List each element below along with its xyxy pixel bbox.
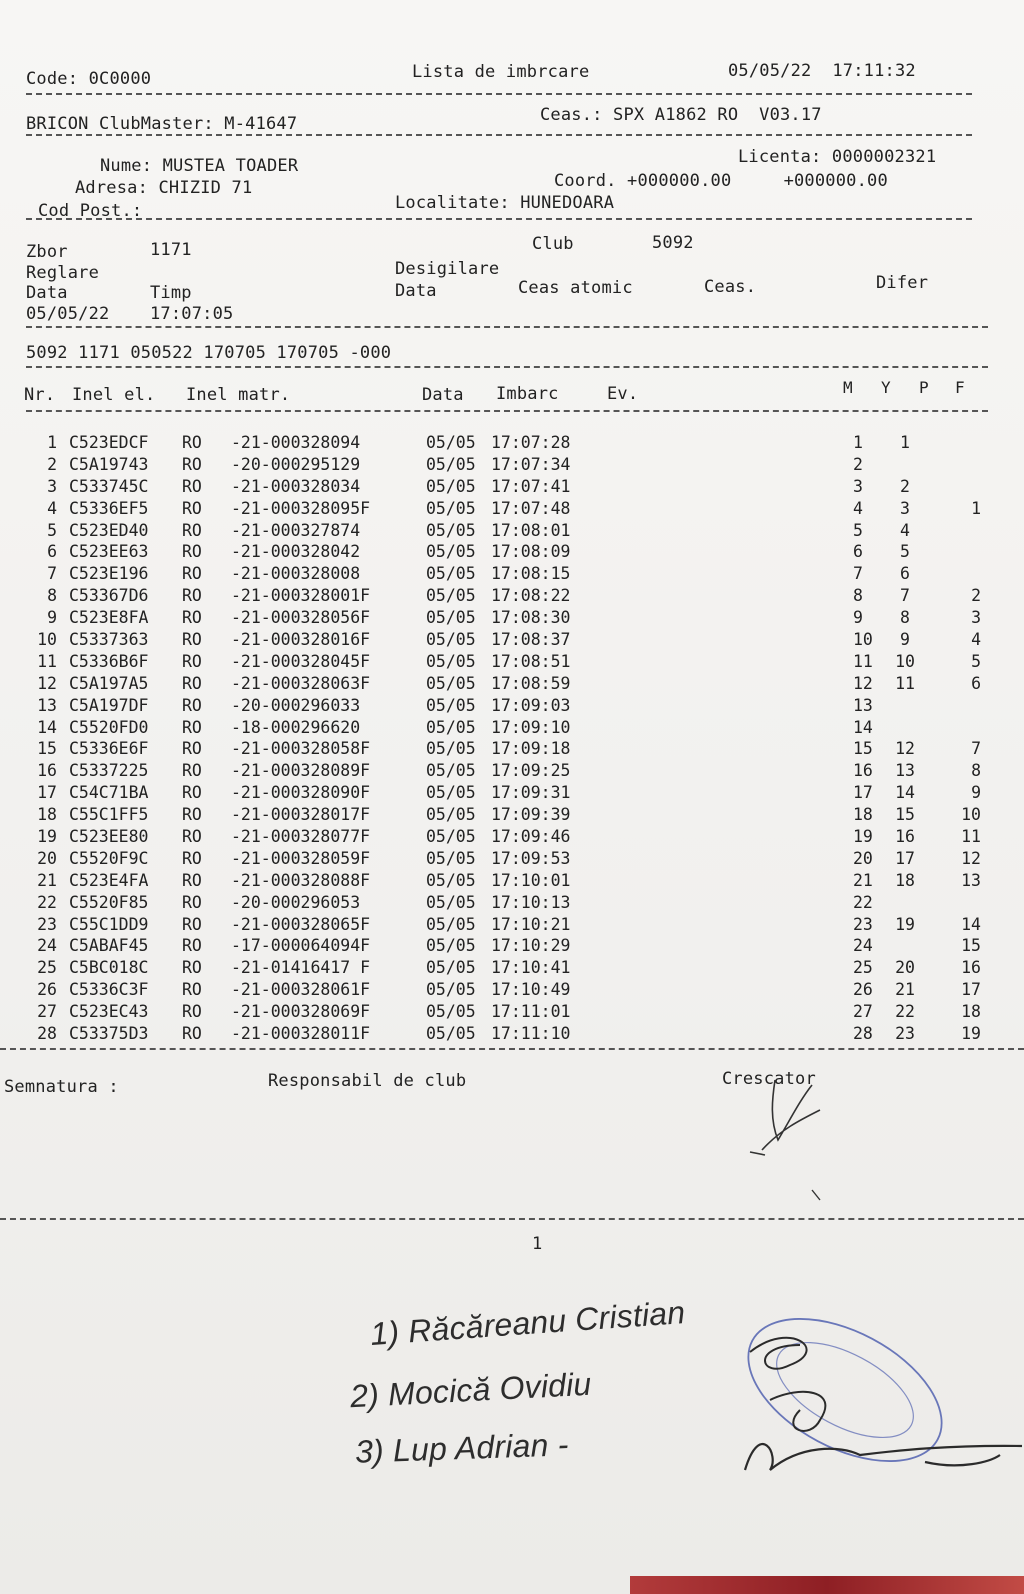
arrival-time: 17:07:48	[491, 498, 571, 518]
ring-country: RO	[182, 936, 202, 956]
desigilare-label: Desigilare	[395, 259, 500, 279]
ring-country: RO	[182, 564, 202, 584]
ring-registration: -21-000328094	[231, 433, 361, 452]
electronic-ring: C54C71BA	[69, 783, 149, 803]
rank-f: 14	[961, 914, 981, 934]
rank-y: 2	[900, 476, 910, 496]
arrival-time: 17:10:49	[491, 980, 571, 1000]
rank-m: 18	[853, 805, 873, 825]
clock-label: Ceas.	[704, 277, 757, 297]
electronic-ring: C523EDCF	[69, 433, 149, 452]
rank-m: 19	[853, 827, 873, 847]
clubmaster-id: BRICON ClubMaster: M-41647	[26, 114, 298, 134]
row-number: 8	[47, 586, 57, 606]
atomic-clock-label: Ceas atomic	[518, 278, 633, 298]
red-object-edge	[630, 1576, 1024, 1594]
rank-y: 4	[900, 520, 910, 540]
row-number: 19	[37, 827, 57, 847]
rank-y: 7	[900, 586, 910, 606]
arrival-time: 17:08:22	[491, 586, 571, 606]
arrival-date: 05/05	[426, 870, 476, 890]
arrival-date: 05/05	[426, 673, 476, 693]
arrival-time: 17:09:25	[491, 761, 571, 781]
ring-country: RO	[182, 520, 202, 540]
col-imbarc: Imbarc	[496, 384, 559, 404]
ring-country: RO	[182, 630, 202, 650]
ring-registration: -21-000328061F	[231, 980, 371, 1000]
row-number: 14	[37, 717, 57, 737]
ring-registration: -20-000296053	[231, 892, 361, 912]
row-number: 12	[37, 673, 57, 693]
electronic-ring: C5520FD0	[69, 717, 149, 737]
electronic-ring: C55C1DD9	[69, 914, 149, 934]
rank-f: 12	[961, 848, 981, 868]
locality: Localitate: HUNEDOARA	[395, 193, 615, 213]
ring-registration: -21-000327874	[231, 520, 361, 540]
rank-m: 9	[853, 608, 863, 628]
ring-registration: -21-000328063F	[231, 673, 371, 693]
difference-label: Difer	[876, 273, 929, 293]
arrival-date: 05/05	[426, 630, 476, 650]
arrival-date: 05/05	[426, 848, 476, 868]
rank-y: 5	[900, 542, 910, 562]
code-label: Code: 0C0000	[26, 69, 152, 89]
row-number: 25	[37, 958, 57, 978]
arrival-time: 17:10:01	[491, 870, 571, 890]
row-number: 9	[47, 608, 57, 628]
row-number: 21	[37, 870, 57, 890]
rank-y: 9	[900, 630, 910, 650]
arrival-date: 05/05	[426, 805, 476, 825]
ring-country: RO	[182, 454, 202, 474]
ring-registration: -21-000328058F	[231, 739, 371, 759]
rank-m: 7	[853, 564, 863, 584]
rank-f: 7	[971, 739, 981, 759]
ring-country: RO	[182, 870, 202, 890]
ring-country: RO	[182, 673, 202, 693]
ring-country: RO	[182, 695, 202, 715]
ring-country: RO	[182, 476, 202, 496]
breeder-label: Crescator	[722, 1069, 816, 1089]
electronic-ring: C5520F85	[69, 892, 149, 912]
rank-m: 3	[853, 476, 863, 496]
electronic-ring: C5337225	[69, 761, 149, 781]
rank-y: 8	[900, 608, 910, 628]
arrival-time: 17:10:29	[491, 936, 571, 956]
electronic-ring: C533745C	[69, 476, 149, 496]
rank-f: 17	[961, 980, 981, 1000]
owner-name: Nume: MUSTEA TOADER	[100, 156, 299, 176]
rank-m: 11	[853, 651, 873, 671]
rank-f: 15	[961, 936, 981, 956]
electronic-ring: C523E196	[69, 564, 149, 584]
row-number: 5	[47, 520, 57, 540]
rank-m: 28	[853, 1024, 873, 1044]
rank-f: 16	[961, 958, 981, 978]
signature-1	[750, 1338, 807, 1369]
arrival-date: 05/05	[426, 564, 476, 584]
ring-registration: -21-000328017F	[231, 805, 371, 825]
reglare-label: Reglare	[26, 263, 100, 283]
rank-y: 19	[895, 914, 915, 934]
ring-country: RO	[182, 608, 202, 628]
ring-country: RO	[182, 914, 202, 934]
ring-country: RO	[182, 1024, 202, 1044]
arrival-date: 05/05	[426, 958, 476, 978]
arrival-date: 05/05	[426, 695, 476, 715]
ring-country: RO	[182, 739, 202, 759]
rank-m: 4	[853, 498, 863, 518]
rank-y: 15	[895, 805, 915, 825]
rank-y: 22	[895, 1002, 915, 1022]
clock-id: Ceas.: SPX A1862 RO V03.17	[540, 105, 822, 125]
arrival-time: 17:11:10	[491, 1024, 571, 1044]
postal-code: Cod Post.:	[38, 201, 143, 221]
ring-country: RO	[182, 761, 202, 781]
rank-m: 10	[853, 630, 873, 650]
arrival-date: 05/05	[426, 1002, 476, 1022]
rank-y: 10	[895, 651, 915, 671]
rank-m: 15	[853, 739, 873, 759]
ring-country: RO	[182, 498, 202, 518]
arrival-date: 05/05	[426, 980, 476, 1000]
club-number: 5092	[652, 233, 694, 253]
rank-f: 10	[961, 805, 981, 825]
rank-f: 8	[971, 761, 981, 781]
rank-y: 11	[895, 673, 915, 693]
ring-country: RO	[182, 586, 202, 606]
row-number: 27	[37, 1002, 57, 1022]
electronic-ring: C523E4FA	[69, 870, 149, 890]
ring-registration: -21-000328089F	[231, 761, 371, 781]
arrival-date: 05/05	[426, 454, 476, 474]
rank-m: 20	[853, 848, 873, 868]
rank-f: 11	[961, 827, 981, 847]
arrival-time: 17:07:41	[491, 476, 571, 496]
ring-country: RO	[182, 980, 202, 1000]
ring-registration: -21-000328045F	[231, 651, 371, 671]
ring-country: RO	[182, 805, 202, 825]
signature-2	[770, 1392, 825, 1431]
ring-registration: -21-000328077F	[231, 827, 371, 847]
row-number: 11	[37, 651, 57, 671]
rank-f: 13	[961, 870, 981, 890]
arrival-time: 17:09:46	[491, 827, 571, 847]
rank-y: 6	[900, 564, 910, 584]
rank-m: 13	[853, 695, 873, 715]
flight-label: Zbor	[26, 242, 68, 262]
rank-y: 21	[895, 980, 915, 1000]
ring-registration: -21-000328090F	[231, 783, 371, 803]
arrival-date: 05/05	[426, 914, 476, 934]
row-number: 3	[47, 476, 57, 496]
rank-m: 5	[853, 520, 863, 540]
row-number: 4	[47, 498, 57, 518]
rank-f: 2	[971, 586, 981, 606]
arrival-time: 17:07:34	[491, 454, 571, 474]
arrival-time: 17:09:03	[491, 695, 571, 715]
ring-registration: -21-000328095F	[231, 498, 371, 518]
arrival-date: 05/05	[426, 827, 476, 847]
ring-registration: -21-000328065F	[231, 914, 371, 934]
ring-registration: -21-000328088F	[231, 870, 371, 890]
owner-address: Adresa: CHIZID 71	[75, 178, 253, 198]
electronic-ring: C5A197DF	[69, 695, 149, 715]
desigilare-date-label: Data	[395, 281, 437, 301]
rank-y: 18	[895, 870, 915, 890]
arrival-time: 17:09:39	[491, 805, 571, 825]
arrival-time: 17:10:13	[491, 892, 571, 912]
rank-y: 14	[895, 783, 915, 803]
license-number: Licenta: 0000002321	[738, 147, 937, 167]
arrival-date: 05/05	[426, 783, 476, 803]
rank-y: 13	[895, 761, 915, 781]
electronic-ring: C523ED40	[69, 520, 149, 540]
ring-country: RO	[182, 717, 202, 737]
ring-registration: -21-000328059F	[231, 848, 371, 868]
rank-f: 19	[961, 1024, 981, 1044]
col-p: P	[919, 378, 929, 397]
page-number: 1	[532, 1234, 543, 1254]
handwritten-line-1: 1) Răcăreanu Cristian	[369, 1294, 687, 1352]
rank-m: 24	[853, 936, 873, 956]
ring-country: RO	[182, 848, 202, 868]
reglare-time-label: Timp	[150, 283, 192, 303]
electronic-ring: C5520F9C	[69, 848, 149, 868]
arrival-time: 17:08:51	[491, 651, 571, 671]
electronic-ring: C523EE63	[69, 542, 149, 562]
electronic-ring: C5BC018C	[69, 958, 149, 978]
col-inel-el: Inel el.	[72, 385, 156, 405]
rank-m: 12	[853, 673, 873, 693]
arrival-time: 17:09:53	[491, 848, 571, 868]
rank-y: 3	[900, 498, 910, 518]
arrival-date: 05/05	[426, 651, 476, 671]
ring-country: RO	[182, 958, 202, 978]
row-number: 18	[37, 805, 57, 825]
handwritten-line-3: 3) Lup Adrian -	[354, 1426, 570, 1470]
col-ev: Ev.	[607, 384, 639, 404]
page-title: Lista de imbrcare	[412, 62, 590, 82]
ring-registration: -21-000328034	[231, 476, 361, 496]
rank-f: 3	[971, 608, 981, 628]
electronic-ring: C523EC43	[69, 1002, 149, 1022]
breeder-signature	[750, 1080, 820, 1155]
electronic-ring: C53375D3	[69, 1024, 149, 1044]
row-number: 20	[37, 848, 57, 868]
arrival-date: 05/05	[426, 433, 476, 452]
col-f: F	[955, 378, 965, 397]
rank-m: 16	[853, 761, 873, 781]
club-label: Club	[532, 234, 574, 254]
ring-registration: -21-000328001F	[231, 586, 371, 606]
ring-country: RO	[182, 542, 202, 562]
col-y: Y	[881, 378, 891, 397]
flight-number: 1171	[150, 240, 192, 260]
row-number: 17	[37, 783, 57, 803]
rank-f: 9	[971, 783, 981, 803]
electronic-ring: C5A197A5	[69, 673, 149, 693]
ring-registration: -20-000295129	[231, 454, 361, 474]
arrival-date: 05/05	[426, 761, 476, 781]
reglare-time: 17:07:05	[150, 304, 234, 324]
ring-registration: -21-000328016F	[231, 630, 371, 650]
row-number: 24	[37, 936, 57, 956]
ring-country: RO	[182, 827, 202, 847]
rank-m: 25	[853, 958, 873, 978]
arrival-date: 05/05	[426, 936, 476, 956]
electronic-ring: C5336B6F	[69, 651, 149, 671]
ring-registration: -21-01416417 F	[231, 958, 371, 978]
row-number: 2	[47, 454, 57, 474]
flight-code-line: 5092 1171 050522 170705 170705 -000	[26, 343, 392, 363]
arrival-time: 17:09:10	[491, 717, 571, 737]
ring-country: RO	[182, 1002, 202, 1022]
electronic-ring: C53367D6	[69, 586, 149, 606]
col-inel-matr: Inel matr.	[186, 385, 291, 405]
rank-f: 6	[971, 673, 981, 693]
ring-registration: -21-000328008	[231, 564, 361, 584]
row-number: 13	[37, 695, 57, 715]
rank-m: 1	[853, 433, 863, 452]
electronic-ring: C5ABAF45	[69, 936, 149, 956]
arrival-date: 05/05	[426, 586, 476, 606]
coordinates: Coord. +000000.00 +000000.00	[554, 171, 888, 191]
reglare-date-label: Data	[26, 283, 68, 303]
rank-y: 23	[895, 1024, 915, 1044]
rank-m: 2	[853, 454, 863, 474]
row-number: 22	[37, 892, 57, 912]
signature-3	[745, 1444, 1022, 1470]
ring-country: RO	[182, 892, 202, 912]
rank-m: 27	[853, 1002, 873, 1022]
row-number: 6	[47, 542, 57, 562]
rank-y: 1	[900, 433, 910, 452]
ring-registration: -17-000064094F	[231, 936, 371, 956]
rank-m: 22	[853, 892, 873, 912]
arrival-time: 17:07:28	[491, 433, 571, 452]
rank-m: 26	[853, 980, 873, 1000]
arrival-time: 17:10:41	[491, 958, 571, 978]
arrival-time: 17:08:09	[491, 542, 571, 562]
electronic-ring: C5337363	[69, 630, 149, 650]
rank-y: 12	[895, 739, 915, 759]
rank-m: 17	[853, 783, 873, 803]
ring-registration: -21-000328011F	[231, 1024, 371, 1044]
reglare-date: 05/05/22	[26, 304, 110, 324]
rank-f: 4	[971, 630, 981, 650]
rank-f: 5	[971, 651, 981, 671]
pen-mark	[812, 1190, 820, 1200]
rank-m: 14	[853, 717, 873, 737]
electronic-ring: C5336EF5	[69, 498, 149, 518]
row-number: 28	[37, 1024, 57, 1044]
col-m: M	[843, 378, 853, 397]
arrival-date: 05/05	[426, 608, 476, 628]
row-number: 1	[47, 433, 57, 452]
electronic-ring: C5336E6F	[69, 739, 149, 759]
handwritten-line-2: 2) Mocică Ovidiu	[349, 1365, 593, 1415]
electronic-ring: C523EE80	[69, 827, 149, 847]
club-responsible-label: Responsabil de club	[268, 1071, 467, 1091]
arrival-date: 05/05	[426, 542, 476, 562]
print-datetime: 05/05/22 17:11:32	[728, 61, 916, 81]
arrival-time: 17:08:01	[491, 520, 571, 540]
ring-country: RO	[182, 433, 202, 452]
arrival-time: 17:09:31	[491, 783, 571, 803]
ring-registration: -21-000328042	[231, 542, 361, 562]
arrival-date: 05/05	[426, 892, 476, 912]
arrival-time: 17:08:30	[491, 608, 571, 628]
club-stamp	[725, 1289, 965, 1490]
col-data: Data	[422, 385, 464, 405]
arrival-date: 05/05	[426, 520, 476, 540]
rank-m: 8	[853, 586, 863, 606]
ring-registration: -21-000328056F	[231, 608, 371, 628]
rank-m: 21	[853, 870, 873, 890]
arrival-time: 17:08:15	[491, 564, 571, 584]
row-number: 7	[47, 564, 57, 584]
electronic-ring: C55C1FF5	[69, 805, 149, 825]
arrival-time: 17:08:59	[491, 673, 571, 693]
row-number: 16	[37, 761, 57, 781]
electronic-ring: C523E8FA	[69, 608, 149, 628]
ring-registration: -20-000296033	[231, 695, 361, 715]
arrival-date: 05/05	[426, 498, 476, 518]
arrival-time: 17:08:37	[491, 630, 571, 650]
ring-registration: -18-000296620	[231, 717, 361, 737]
electronic-ring: C5A19743	[69, 454, 149, 474]
row-number: 10	[37, 630, 57, 650]
arrival-time: 17:11:01	[491, 1002, 571, 1022]
rank-y: 20	[895, 958, 915, 978]
rank-f: 1	[971, 498, 981, 518]
arrival-time: 17:10:21	[491, 914, 571, 934]
rank-f: 18	[961, 1002, 981, 1022]
arrival-time: 17:09:18	[491, 739, 571, 759]
electronic-ring: C5336C3F	[69, 980, 149, 1000]
row-number: 23	[37, 914, 57, 934]
signature-label: Semnatura :	[4, 1077, 119, 1097]
arrival-date: 05/05	[426, 739, 476, 759]
col-nr: Nr.	[24, 385, 56, 405]
arrival-date: 05/05	[426, 476, 476, 496]
rank-m: 6	[853, 542, 863, 562]
arrival-date: 05/05	[426, 717, 476, 737]
rank-y: 17	[895, 848, 915, 868]
ring-country: RO	[182, 651, 202, 671]
row-number: 15	[37, 739, 57, 759]
row-number: 26	[37, 980, 57, 1000]
arrival-date: 05/05	[426, 1024, 476, 1044]
rank-m: 23	[853, 914, 873, 934]
ring-country: RO	[182, 783, 202, 803]
ring-registration: -21-000328069F	[231, 1002, 371, 1022]
rank-y: 16	[895, 827, 915, 847]
